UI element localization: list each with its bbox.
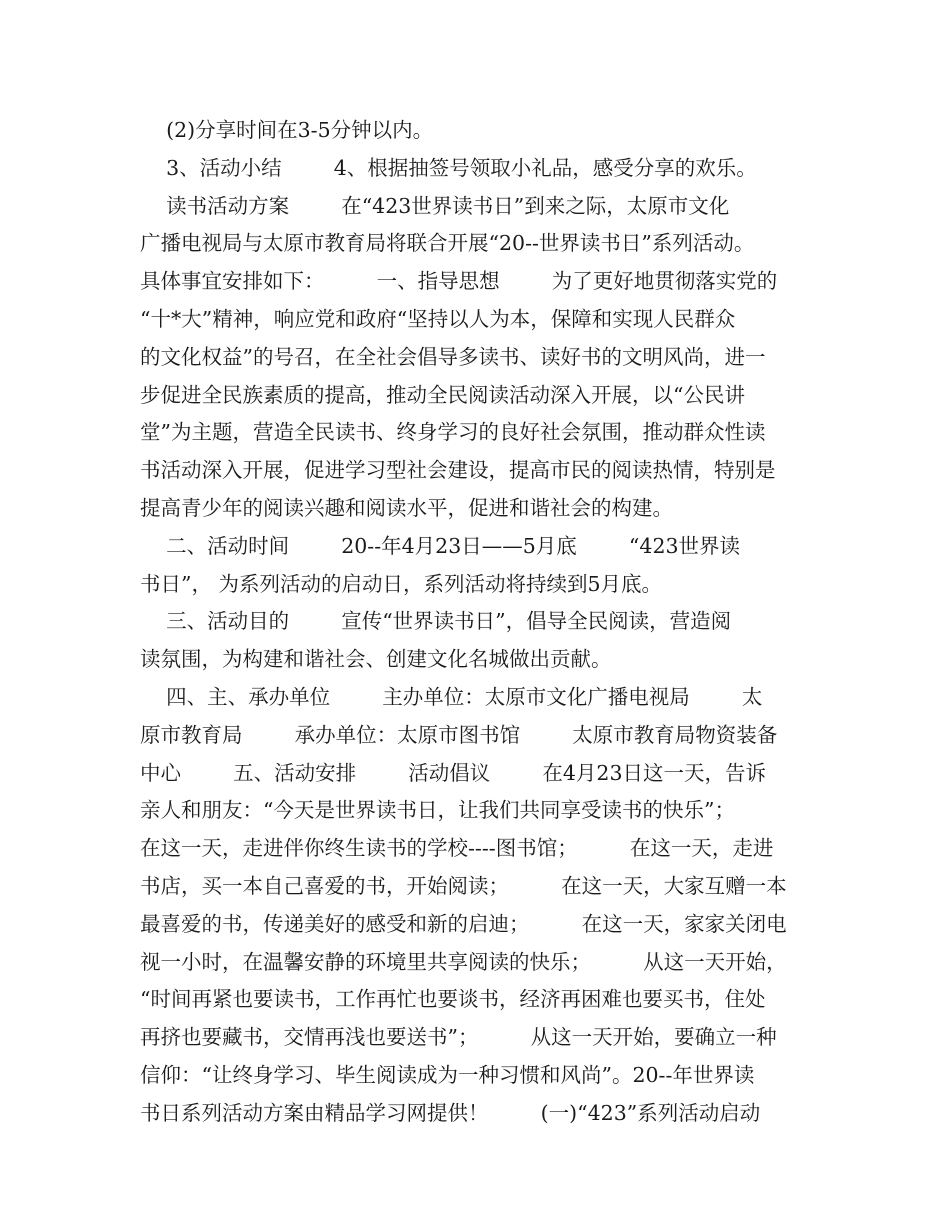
text-line: 的文化权益”的号召，在全社会倡导多读书、读好书的文明风尚，进一	[140, 344, 766, 369]
text-line: 具体事宜安排如下： 一、指导思想 为了更好地贯彻落实党的	[140, 269, 778, 294]
text-line: 步促进全民族素质的提高，推动全民阅读活动深入开展，以“公民讲	[140, 382, 745, 407]
text-line: (2)分享时间在3-5分钟以内。	[140, 118, 434, 142]
text-line: 书日”， 为系列活动的启动日，系列活动将持续到5月底。	[140, 571, 663, 596]
text-line: 四、主、承办单位 主办单位：太原市文化广播电视局 太	[140, 684, 763, 709]
text-line: 广播电视局与太原市教育局将联合开展“20--世界读书日”系列活动。	[140, 231, 755, 256]
text-line: 最喜爱的书，传递美好的感受和新的启迪； 在这一天，家家关闭电	[140, 911, 787, 936]
text-line: 3、活动小结 4、根据抽签号领取小礼品，感受分享的欢乐。	[140, 155, 757, 180]
text-line: 读书活动方案 在“423世界读书日”到来之际，太原市文化	[140, 193, 730, 218]
text-line: 读氛围，为构建和谐社会、创建文化名城做出贡献。	[140, 647, 612, 672]
text-line: 在这一天，走进伴你终生读书的学校----图书馆； 在这一天，走进	[140, 836, 774, 861]
text-line: 原市教育局 承办单位：太原市图书馆 太原市教育局物资装备	[140, 722, 778, 747]
text-line: 书日系列活动方案由精品学习网提供！ (一)“423”系列活动启动	[140, 1100, 761, 1125]
text-line: 三、活动目的 宣传“世界读书日”，倡导全民阅读，营造阅	[140, 609, 732, 634]
text-line: 书店，买一本自己喜爱的书，开始阅读； 在这一天，大家互赠一本	[140, 873, 787, 898]
text-line: 再挤也要藏书，交情再浅也要送书”； 从这一天开始，要确立一种	[140, 1025, 777, 1050]
text-line: 堂”为主题，营造全民读书、终身学习的良好社会氛围，推动群众性读	[140, 420, 766, 445]
text-line: 视一小时，在温馨安静的环境里共享阅读的快乐； 从这一天开始，	[140, 949, 787, 974]
text-line: “十*大”精神，响应党和政府“坚持以人为本，保障和实现人民群众	[140, 306, 736, 331]
text-line: 书活动深入开展，促进学习型社会建设，提高市民的阅读热情，特别是	[140, 458, 776, 483]
body-text	[140, 112, 812, 1133]
text-line: 信仰：“让终身学习、毕生阅读成为一种习惯和风尚”。20--年世界读	[140, 1062, 755, 1087]
text-line: “时间再紧也要读书，工作再忙也要谈书，经济再困难也要买书，住处	[140, 987, 766, 1012]
text-line: 提高青少年的阅读兴趣和阅读水平，促进和谐社会的构建。	[140, 495, 673, 520]
text-line: 亲人和朋友：“今天是世界读书日，让我们共同享受读书的快乐”；	[140, 798, 735, 823]
text-line: 二、活动时间 20--年4月23日——5月底 “423世界读	[140, 533, 741, 558]
text-line: 中心 五、活动安排 活动倡议 在4月23日这一天，告诉	[140, 760, 767, 785]
